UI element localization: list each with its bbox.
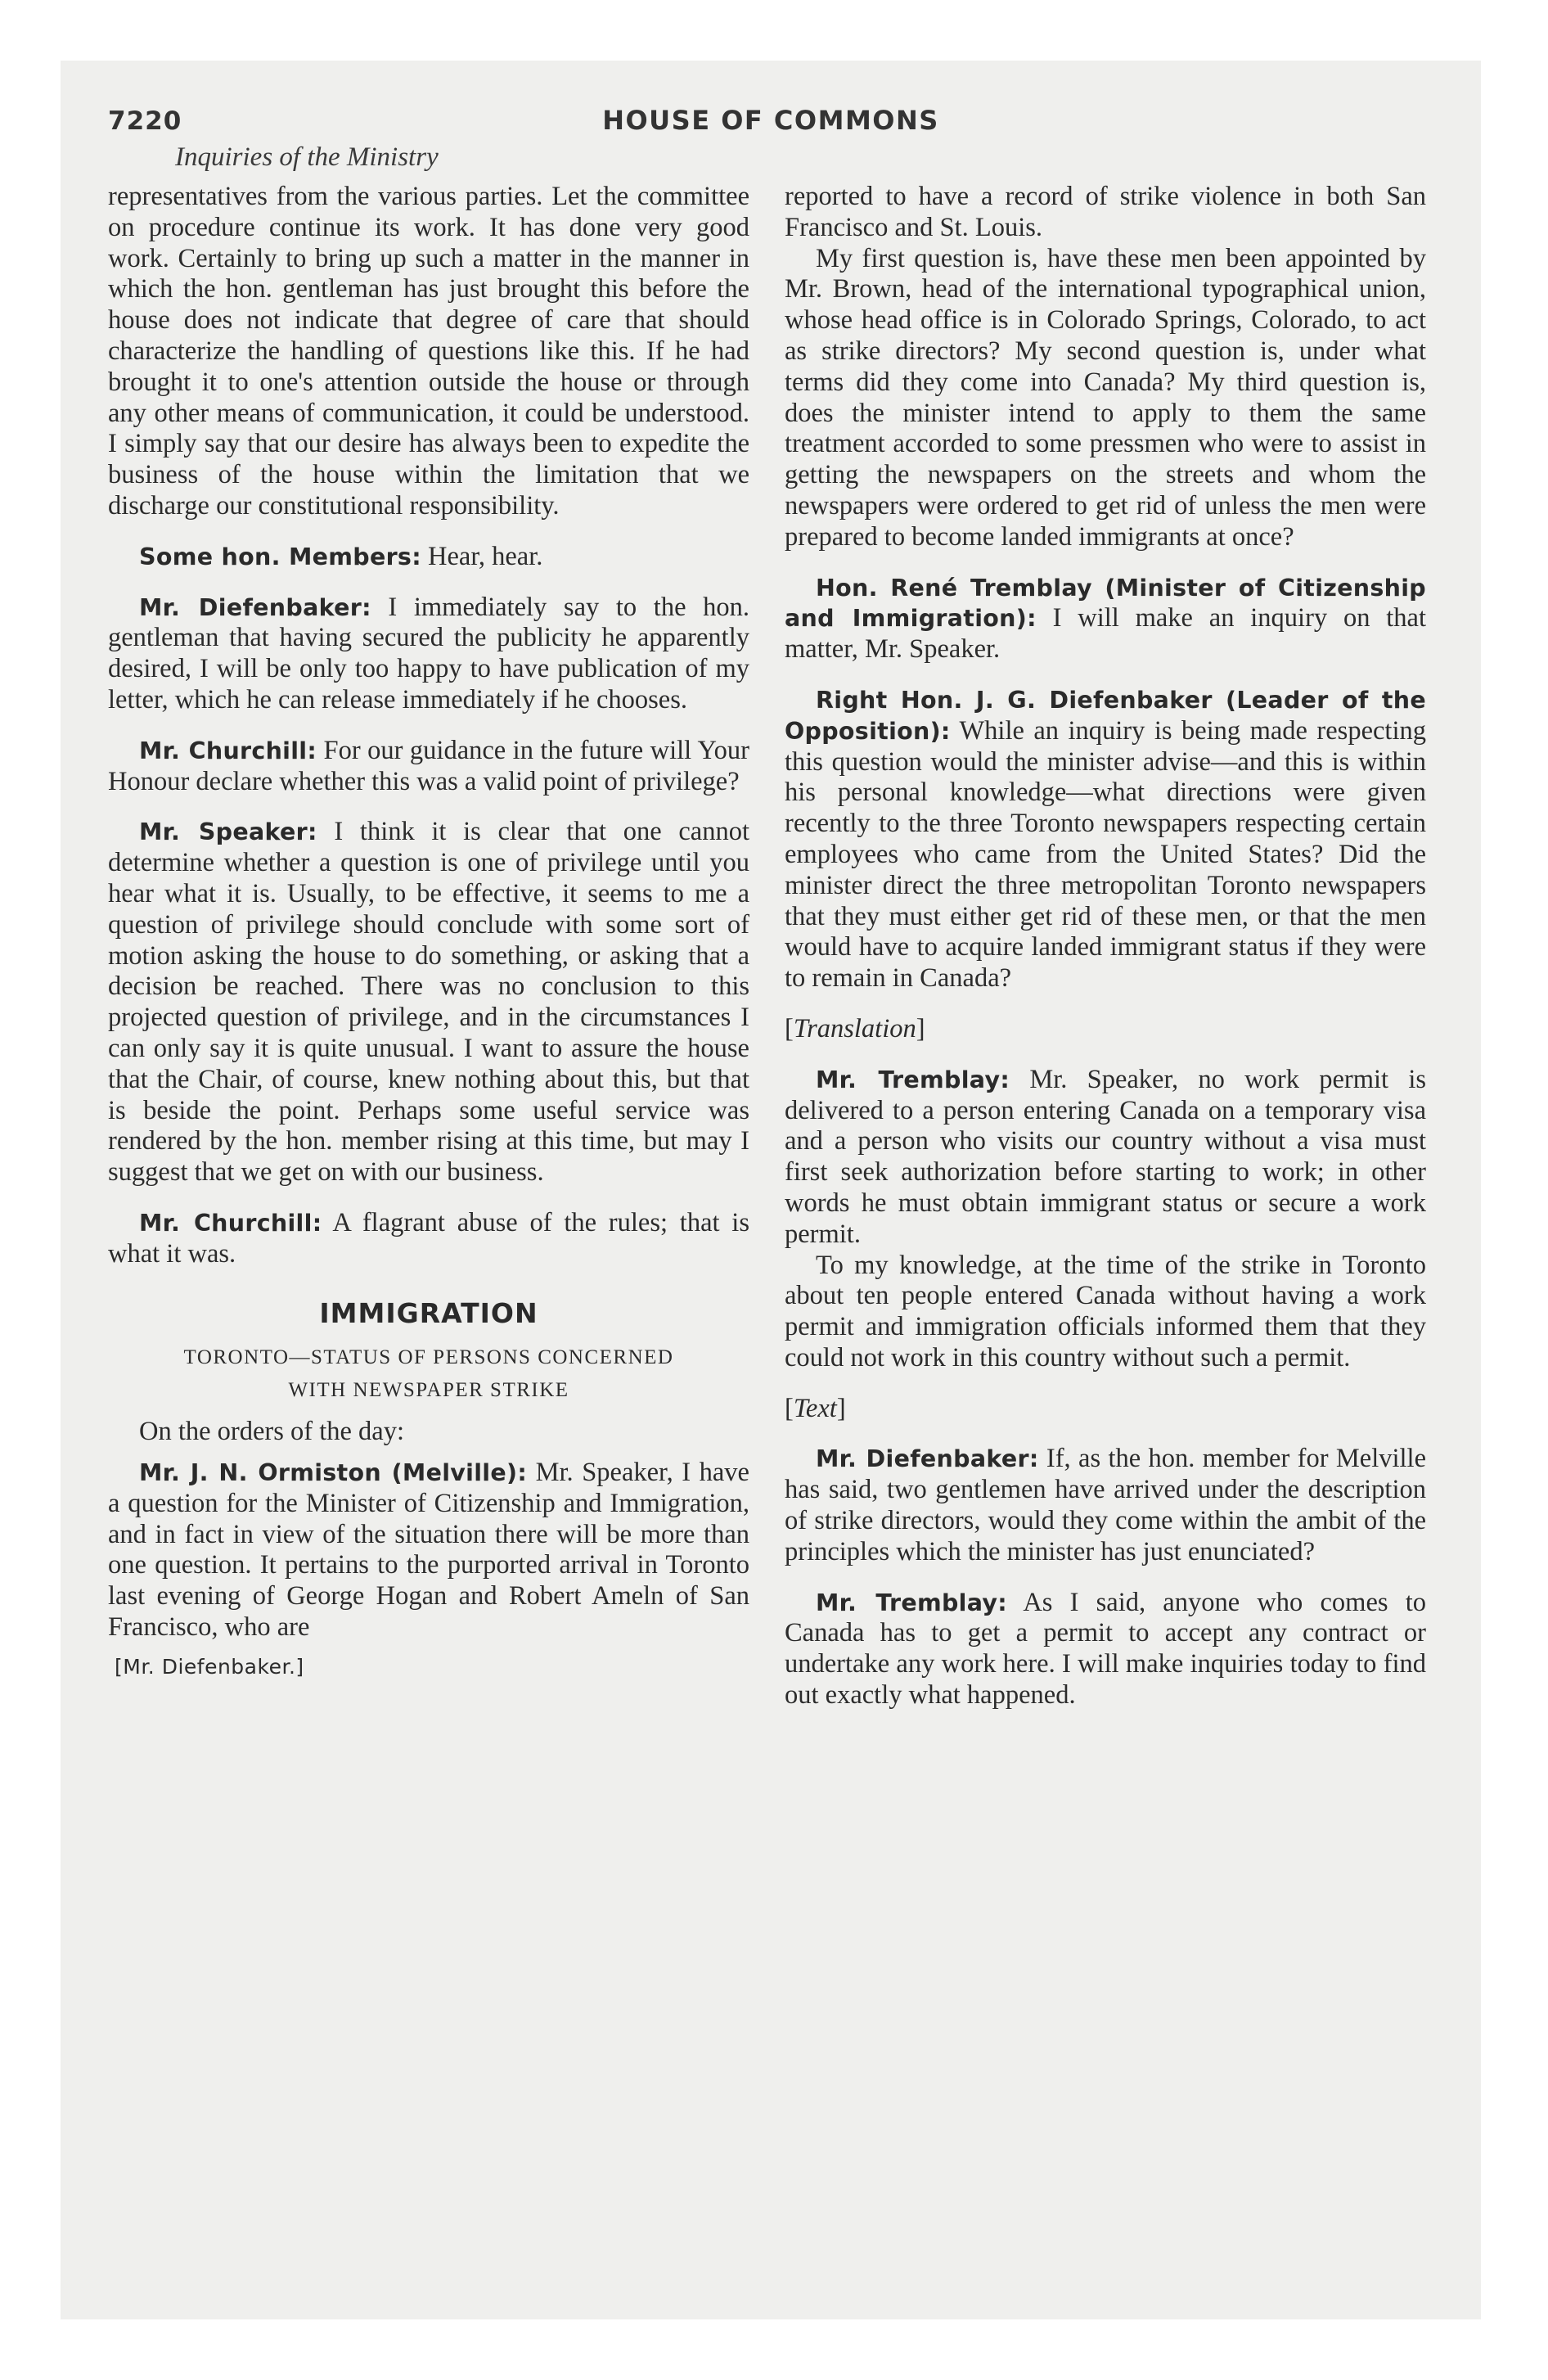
speech: [785, 1065, 1426, 1251]
translation-marker: [785, 1014, 1426, 1045]
text-label: Text: [793, 1393, 837, 1423]
speech-text: For our guidance in the future will Your Honour declare whether this was a valid point of privilege?: [108, 735, 749, 796]
page-number: 7220: [108, 106, 182, 136]
bracket-close: ]: [836, 1393, 846, 1423]
section-subtitle-line: TORONTO—STATUS OF PERSONS CONCERNED: [183, 1346, 674, 1369]
speaker-name: Mr. Tremblay:: [816, 1066, 1010, 1093]
paragraph: My first question is, have these men been appointed by Mr. Brown, head of the international typographical union, whose head office is in Colorado Springs, Colorado, to act as strike directors? My second question is, under what terms did they come into Canada? My third question is, does the minister intend to apply to them the same treatment accorded to some pressmen who were to assist in getting the newspapers on the streets and whom the newspapers were ordered to get rid of unless the men were prepared to become landed immigrants at once?: [785, 243, 1426, 552]
paragraph: To my knowledge, at the time of the strike in Toronto about ten people entered Canada without having a work permit and immigration officials informed them that they could not work in this country without such a permit.: [785, 1250, 1426, 1373]
speech: [108, 1458, 749, 1643]
speaker-name: Hon. René Tremblay (Minister of Citizenship and Immigration):: [785, 574, 1426, 633]
section-subtitle-line: WITH NEWSPAPER STRIKE: [288, 1379, 569, 1402]
speech-text: While an inquiry is being made respecting this question would the minister advise—and this is within his personal knowledge—what directions were given recently to the three Toronto newspapers respecting certain employees who came from the United States? Did the minister direct the three metropolitan Toronto newspapers that they must either get rid of these men, or that the men would have to acquire landed immigrant status if they were to remain in Canada?: [785, 715, 1426, 994]
paragraph: representatives from the various parties. Let the committee on procedure continue its work. It has done very good work. Certainly to bring up such a matter in the manner in which the hon. gentleman has just brought this before the house does not indicate that degree of care that should characterize the handling of questions like this. If he had brought it to one's attention outside the house or through any other means of communication, it could be understood. I simply say that our desire has always been to expedite the business of the house within the limitation that we discharge our constitutional responsibility.: [108, 182, 749, 521]
speech-text: Mr. Speaker, I have a question for the Minister of Citizenship and Immigration, and in fact in view of the situation there will be more than one question. It pertains to the purported arrival in Toronto last evening of George Hogan and Robert Ameln of San Francisco, who are: [108, 1458, 749, 1643]
speech-text: I immediately say to the hon. gentleman that having secured the publicity he apparently desired, I will be only too happy to have publication of my letter, which he can release immediately if he chooses.: [108, 592, 749, 714]
speech: [108, 1208, 749, 1270]
section-subtitle: [108, 1341, 749, 1407]
bracket-close: ]: [916, 1013, 925, 1044]
speech: [108, 542, 749, 573]
section-title: IMMIGRATION: [319, 1296, 538, 1329]
speech-text: I will make an inquiry on that matter, Mr. Speaker.: [785, 603, 1426, 665]
speaker-name: Mr. Speaker:: [139, 818, 317, 846]
speech-text: I think it is clear that one cannot determine whether a question is one of privilege until you hear what it is. Usually, to be effective, it seems to me a question of privilege should conclude with some sort of motion asking the house to do something, or asking that a decision be reached. There was no conclusion to this projected question of privilege, and in the circumstances I can only say it is quite unusual. I want to assure the house that the Chair, of course, knew nothing about this, but that is beside the point. Perhaps some useful service was rendered by the hon. member rising at this time, but may I suggest that we get on with our business.: [108, 817, 749, 1188]
section-subhead: Inquiries of the Ministry: [175, 142, 439, 172]
speech: [785, 1444, 1426, 1567]
left-column: [108, 182, 749, 1683]
speaker-name: Mr. Tremblay:: [816, 1589, 1007, 1616]
speech-text: Hear, hear.: [421, 541, 543, 571]
speaker-name: Right Hon. J. G. Diefenbaker (Leader of the Opposition):: [785, 686, 1426, 745]
speaker-name: Some hon. Members:: [139, 543, 421, 570]
running-head: HOUSE OF COMMONS: [602, 105, 939, 136]
speech: [108, 736, 749, 798]
speech-text: A flagrant abuse of the rules; that is what it was.: [108, 1207, 749, 1269]
speech-text: As I said, anyone who comes to Canada has to get a permit to accept any contract or undertake any work here. I will make inquiries today to find out exactly what happened.: [785, 1587, 1426, 1711]
speaker-name: Mr. Churchill:: [139, 1209, 322, 1237]
speaker-name: Mr. Diefenbaker:: [139, 593, 371, 621]
speech: [785, 685, 1426, 994]
footer-reference: [Mr. Diefenbaker.]: [115, 1654, 304, 1679]
speech: [108, 593, 749, 716]
speaker-name: Mr. Diefenbaker:: [816, 1445, 1039, 1473]
speech: [785, 1588, 1426, 1711]
page-sheet: [61, 61, 1481, 2319]
text-marker: [785, 1394, 1426, 1425]
speech: [108, 817, 749, 1188]
orders-of-day: On the orders of the day:: [139, 1417, 405, 1447]
bracket-open: [: [785, 1013, 794, 1044]
translation-label: Translation: [793, 1013, 916, 1044]
right-column: [785, 182, 1426, 1731]
speech-text: If, as the hon. member for Melville has said, two gentlemen have arrived under the description of strike directors, would they come within the ambit of the principles which the minister has just enunciated?: [785, 1444, 1427, 1566]
speech-text: Mr. Speaker, no work permit is delivered to a person entering Canada on a temporary visa and a person who visits our country without a visa must first seek authorization before starting to work; in other words he must obtain immigrant status or secure a work permit.: [785, 1064, 1426, 1249]
bracket-open: [: [785, 1393, 794, 1423]
speaker-name: Mr. J. N. Ormiston (Melville):: [139, 1459, 528, 1487]
speaker-name: Mr. Churchill:: [139, 737, 317, 764]
paragraph: reported to have a record of strike violence in both San Francisco and St. Louis.: [785, 182, 1426, 242]
speech: [785, 573, 1426, 665]
